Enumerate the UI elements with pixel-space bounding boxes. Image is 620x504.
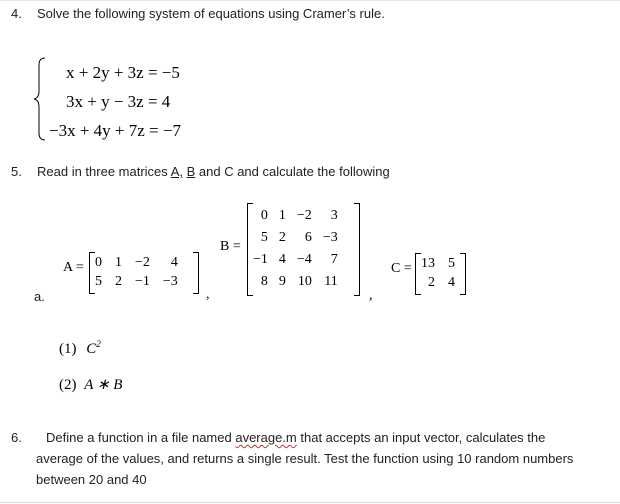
matrix-a-cell: 0 [95, 255, 102, 270]
q5-number: 5. [11, 164, 22, 179]
item-1-base: C [86, 341, 97, 357]
equation-2: 3x + y − 3z = 4 [66, 92, 171, 111]
matrix-b-cell: 10 [297, 274, 312, 289]
q5-text-b: B [186, 164, 196, 179]
matrix-b-cell: 8 [260, 274, 268, 289]
matrix-b-cell: −3 [322, 230, 338, 245]
matrix-a-right-bracket [193, 252, 199, 294]
matrix-b [253, 205, 338, 293]
q5-sub-label: a. [34, 289, 45, 304]
matrix-b-cell: 2 [278, 230, 286, 245]
bottom-divider [0, 502, 620, 503]
matrix-a-label: A = [63, 260, 84, 275]
matrix-b-cell: 6 [304, 230, 312, 245]
matrix-b-cell: −4 [296, 252, 312, 267]
equation-3: −3x + 4y + 7z = −7 [49, 121, 181, 140]
matrix-c-cell: 13 [421, 256, 435, 271]
matrix-a-cell: 4 [170, 255, 178, 270]
item-2-expression: A ∗ B [84, 377, 123, 393]
q6-number: 6. [11, 430, 22, 445]
item-2 [59, 375, 122, 394]
equation-1: x + 2y + 3z = −5 [66, 63, 180, 82]
matrix-a-cell: 1 [115, 255, 122, 270]
matrix-b-right-bracket [354, 203, 360, 296]
q4-text: Solve the following system of equations using Cramer’s rule. [37, 6, 385, 21]
q6-line2: average of the values, and returns a single result. Test the function using 10 random numbers [36, 451, 574, 466]
q6-text-pre: Define a function in a file named [46, 430, 236, 445]
matrix-b-cell: 1 [278, 208, 286, 223]
q5-text-a: A, [170, 164, 183, 179]
matrix-b-cell: 5 [260, 230, 268, 245]
matrix-b-cell: 0 [260, 208, 268, 223]
q6-text-post: that accepts an input vector, calculates the [296, 430, 546, 445]
matrix-c [421, 254, 455, 292]
matrix-a-separator: , [206, 287, 210, 302]
matrix-b-cell: 9 [278, 274, 286, 289]
item-2-number: (2) [59, 377, 77, 393]
matrix-b-cell: −1 [253, 252, 268, 267]
q6-line1 [46, 430, 545, 445]
item-1-expression [86, 341, 101, 357]
matrix-b-cell: −2 [296, 208, 312, 223]
matrix-a-cell: 5 [95, 274, 102, 289]
matrix-b-cell: 3 [330, 208, 338, 223]
item-1 [59, 339, 101, 358]
item-1-number: (1) [59, 341, 77, 357]
q5-text-pre: Read in three matrices [37, 164, 171, 179]
matrix-b-separator: , [369, 288, 373, 303]
matrix-b-cell: 7 [330, 252, 338, 267]
matrix-c-right-bracket [460, 253, 466, 295]
matrix-c-cell: 2 [428, 275, 435, 290]
matrix-a-cell: −1 [135, 274, 150, 289]
q6-line3: between 20 and 40 [36, 472, 147, 487]
top-divider [0, 0, 620, 1]
q6-file-name: average.m [235, 430, 297, 445]
matrix-a-cell: −3 [162, 274, 178, 289]
q4-number: 4. [11, 6, 22, 21]
system-brace [33, 57, 47, 141]
matrix-a-cell: −2 [135, 255, 150, 270]
matrix-b-cell: 11 [324, 274, 338, 289]
matrix-b-cell: 4 [278, 252, 286, 267]
item-1-exponent: 2 [96, 339, 101, 349]
matrix-a-cell: 2 [115, 274, 122, 289]
matrix-b-label: B = [220, 239, 241, 254]
q5-text-post: and C and calculate the following [195, 164, 390, 179]
matrix-c-label: C = [391, 261, 412, 276]
matrix-c-cell: 5 [448, 256, 455, 271]
q5-text [37, 164, 390, 179]
matrix-a [95, 253, 178, 291]
matrix-c-cell: 4 [448, 275, 455, 290]
